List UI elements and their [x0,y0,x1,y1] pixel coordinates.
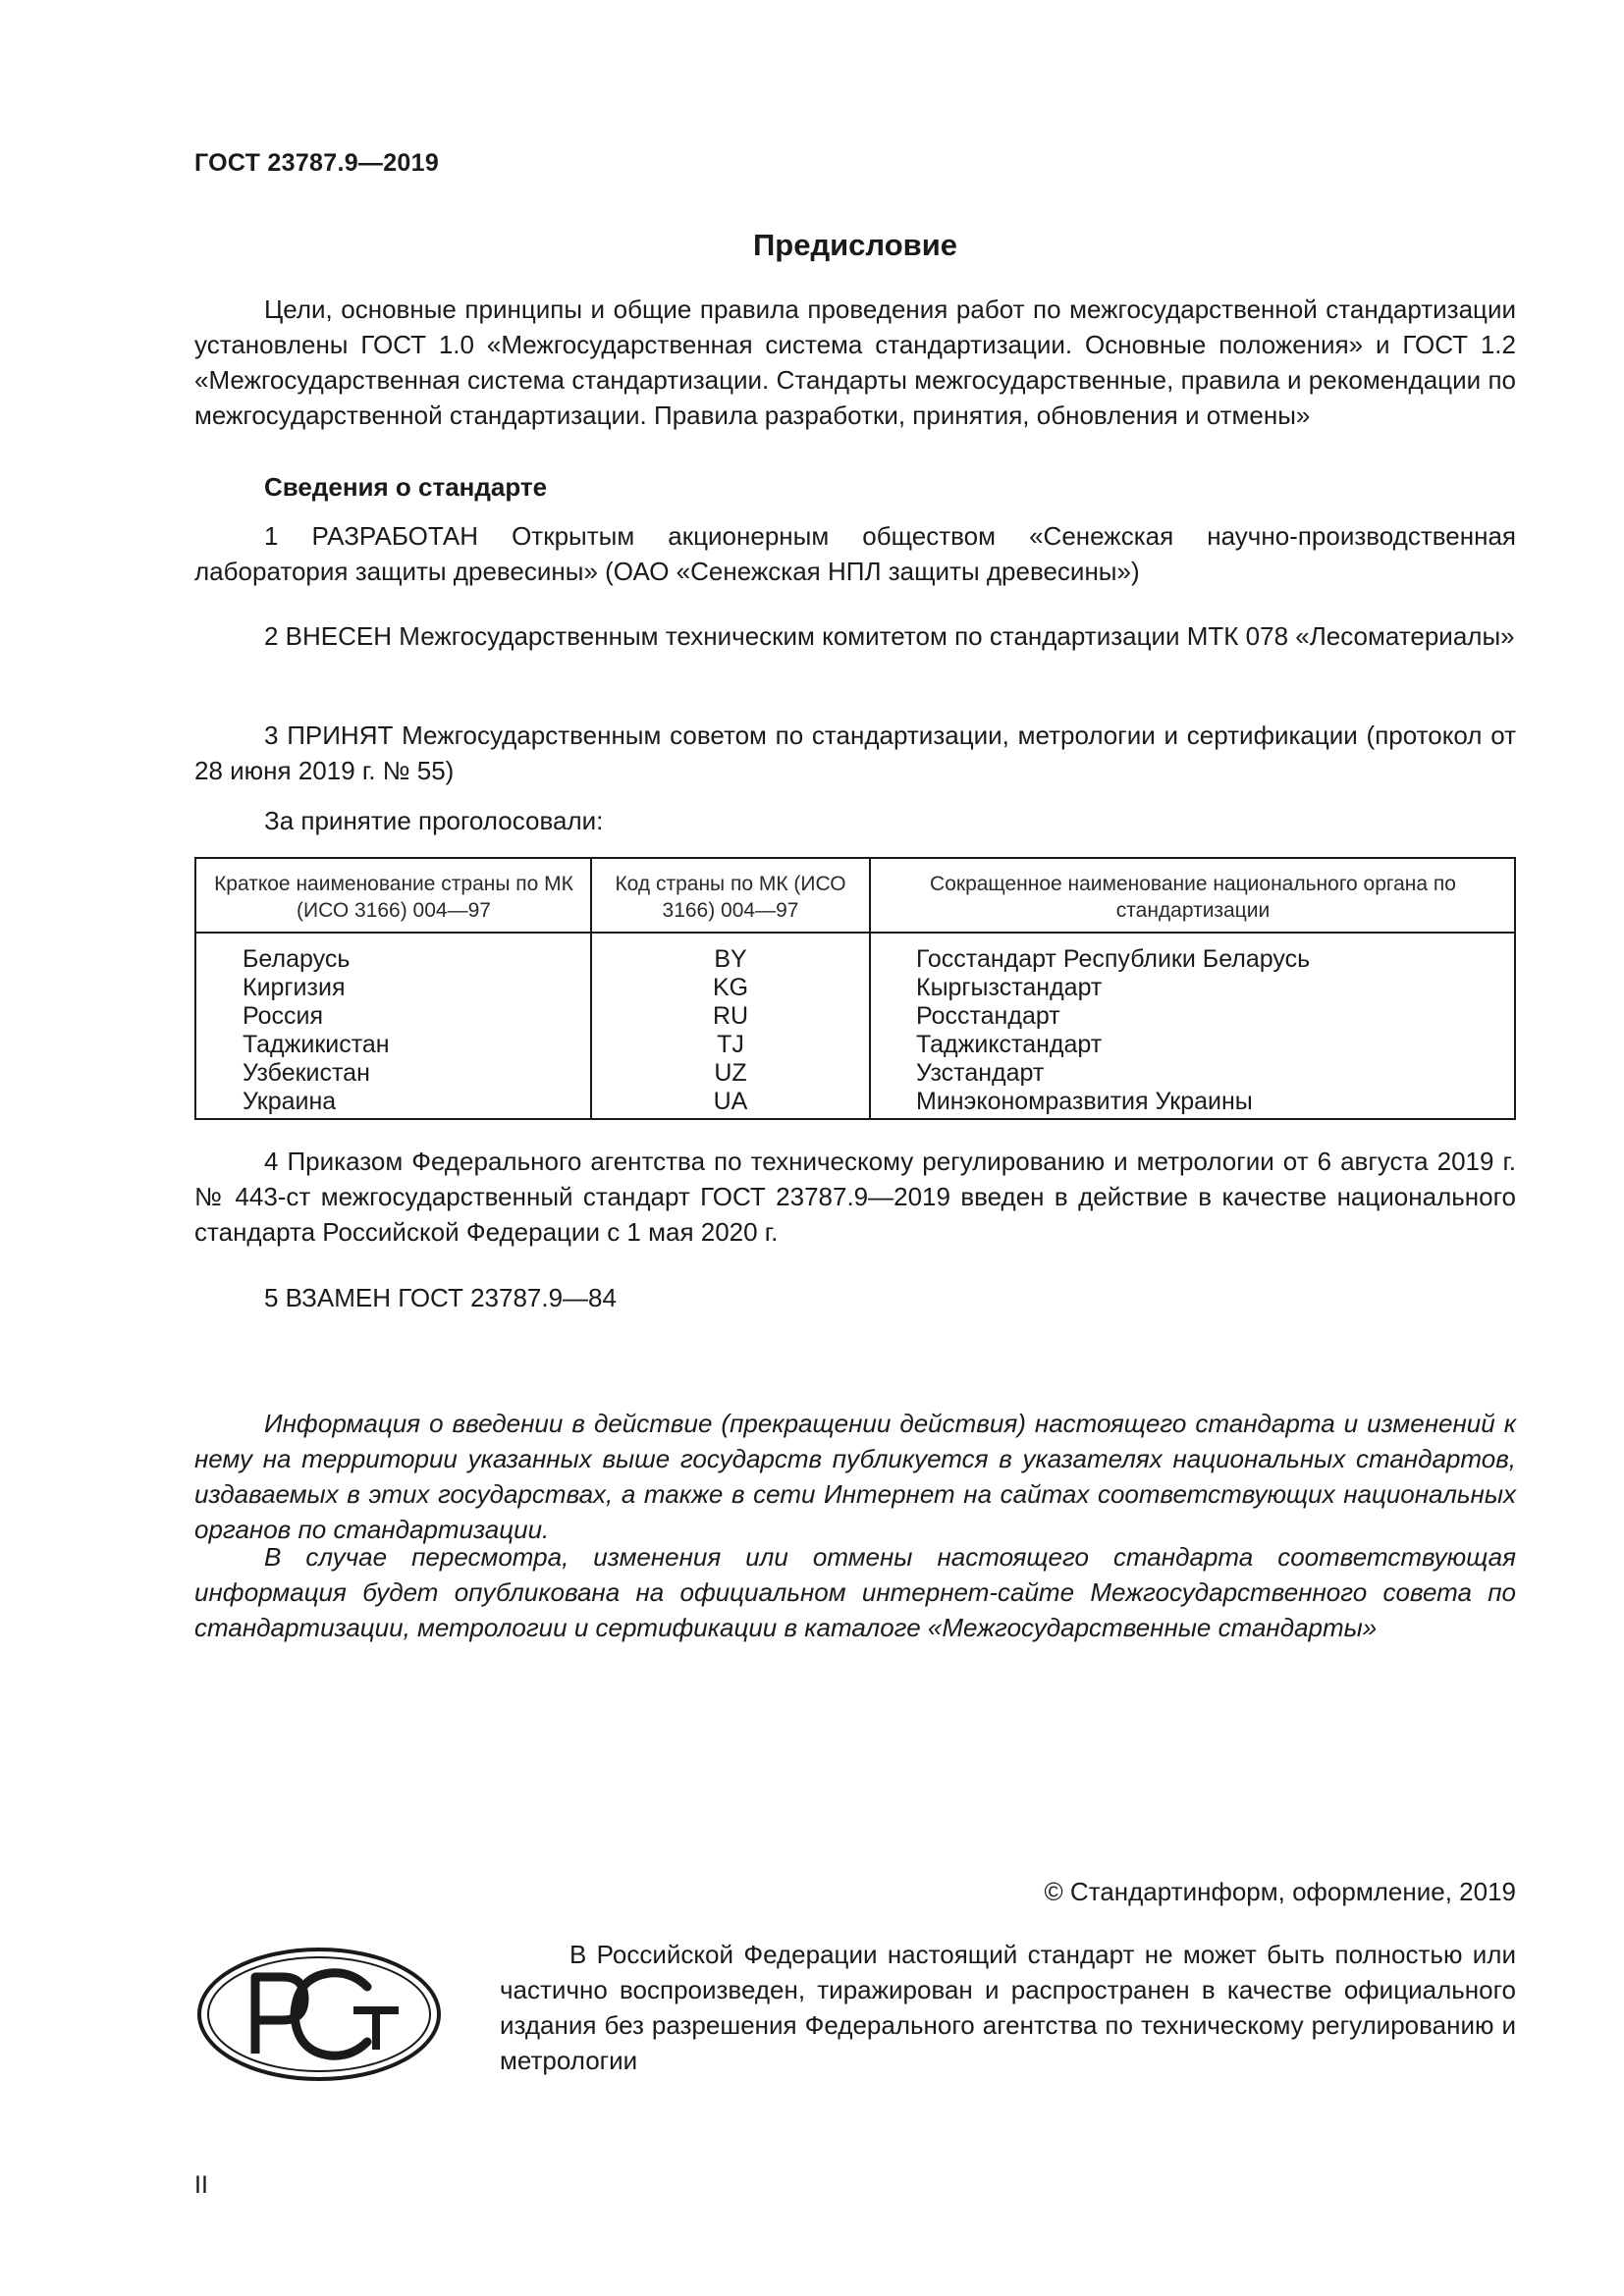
item-introduced: 2 ВНЕСЕН Межгосударственным техническим комитетом по стандартизации МТК 078 «Лесоматериалы» [264,621,1515,651]
document-code-header: ГОСТ 23787.9—2019 [194,149,440,177]
page-title: Предисловие [752,228,957,262]
italic-note-revision: В случае пересмотра, изменения или отмены настоящего стандарта соответствующая информация будет опубликована на официальном интернет-сайте Межгосударственного совета по стандартизации, метрологии и сертификации в каталоге «Межгосударственные стандарты» [194,1542,1516,1642]
table-header [196,859,1514,934]
cell-body: Госстандарт Республики Беларусь [916,945,1311,973]
header-country-name: Краткое наименование страны по МК (ИСО 3166) 004—97 [214,873,573,922]
rst-certification-mark-icon [194,1944,445,2085]
item-adopted: 3 ПРИНЯТ Межгосударственным советом по стандартизации, метрологии и сертификации (протокол от 28 июня 2019 г. № 55) [194,721,1516,785]
table-row [196,1002,1514,1031]
cell-body: Минэкономразвития Украины [916,1088,1253,1115]
header-country-code: Код страны по МК (ИСО 3166) 004—97 [615,873,846,922]
cell-code: UA [713,1088,748,1115]
cell-code: BY [714,945,747,973]
header-national-body: Сокращенное наименование национального органа по стандартизации [930,873,1456,922]
cell-body: Узстандарт [916,1059,1045,1087]
item-developed: 1 РАЗРАБОТАН Открытым акционерным обществом «Сенежская научно-производственная лаборатория защиты древесины» (ОАО «Сенежская НПЛ защиты древесины») [194,521,1516,586]
reproduction-notice: В Российской Федерации настоящий стандарт не может быть полностью или частично воспроизведен, тиражирован и распространен в качестве официального издания без разрешения Федерального агентства по техническому регулированию и метрологии [500,1940,1516,2075]
cell-country: Узбекистан [243,1059,370,1087]
cell-code: TJ [717,1031,744,1058]
cell-body: Росстандарт [916,1002,1060,1030]
voting-table [194,857,1516,1120]
table-row [196,945,1514,974]
table-body [196,945,1514,1116]
italic-note-publication: Информация о введении в действие (прекращении действия) настоящего стандарта и изменений к нему на территории указанных выше государств публикуется в указателях национальных стандартов, издаваемых в этих государствах, а также в сети Интернет на сайтах соответствующих национальных органов по стандартизации. [194,1409,1516,1544]
cell-body: Кыргызстандарт [916,974,1103,1001]
cell-country: Киргизия [243,974,346,1001]
table-row [196,1059,1514,1088]
cell-country: Украина [243,1088,337,1115]
table-row [196,1088,1514,1116]
info-heading: Сведения о стандарте [264,472,548,502]
cell-code: UZ [714,1059,747,1087]
cell-code: RU [712,1002,749,1030]
voted-label: За принятие проголосовали: [264,806,604,835]
item-enacted: 4 Приказом Федерального агентства по техническому регулированию и метрологии от 6 августа 2019 г. № 443-ст межгосударственный стандарт ГОСТ 23787.9—2019 введен в действие в качестве национального стандарта Российской Федерации с 1 мая 2020 г. [194,1147,1516,1247]
cell-country: Таджикистан [243,1031,390,1058]
cell-code: KG [712,974,749,1001]
cell-country: Беларусь [243,945,351,973]
cell-country: Россия [243,1002,323,1030]
copyright-line: © Стандартинформ, оформление, 2019 [1044,1877,1516,1906]
table-row [196,1031,1514,1059]
page-number: II [194,2171,208,2199]
intro-paragraph: Цели, основные принципы и общие правила проведения работ по межгосударственной стандартизации установлены ГОСТ 1.0 «Межгосударственная система стандартизации. Основные положения» и ГОСТ 1.2 «Межгосударственная система стандартизации. Стандарты межгосударственные, правила и рекомендации по межгосударственной стандартизации. Правила разработки, принятия, обновления и отмены» [194,294,1516,430]
cell-body: Таджикстандарт [916,1031,1103,1058]
item-replaces: 5 ВЗАМЕН ГОСТ 23787.9—84 [264,1283,617,1312]
table-row [196,974,1514,1002]
document-page [194,0,1516,2296]
